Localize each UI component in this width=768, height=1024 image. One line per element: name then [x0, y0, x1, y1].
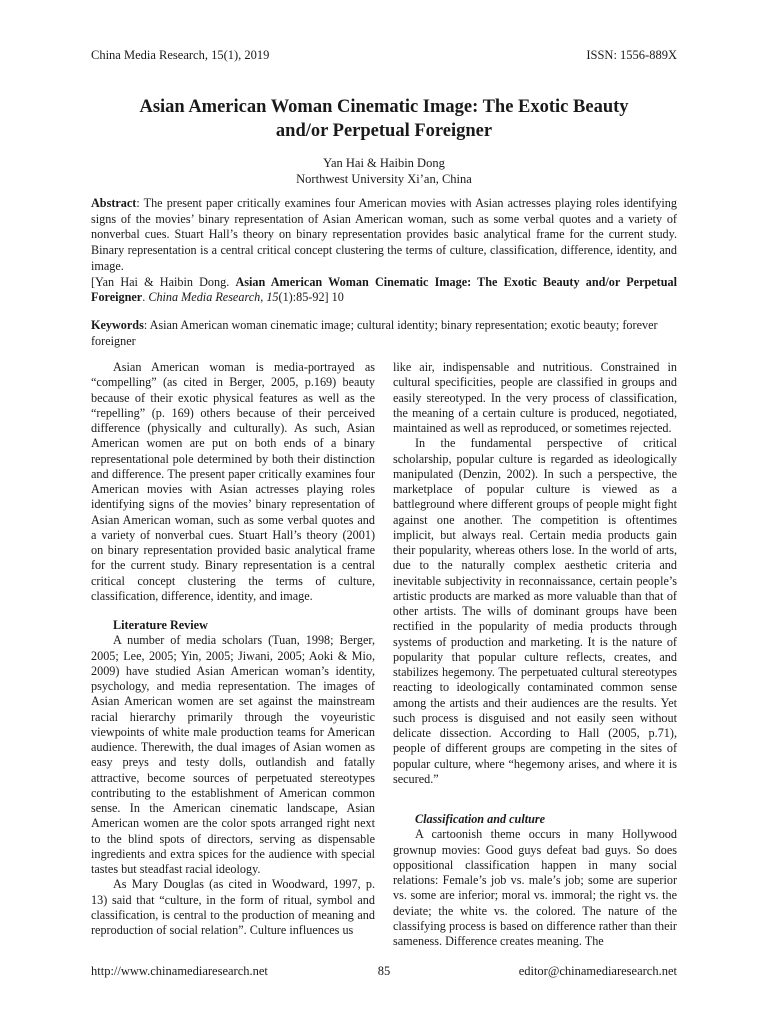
citation-title: Asian American Woman Cinematic Image: The Exotic Beauty and/or Perpetual Foreigner	[91, 274, 677, 305]
footer-email: editor@chinamediaresearch.net	[518, 964, 677, 978]
citation-rest: (1):85-92] 10	[278, 290, 344, 305]
keywords-label: Keywords	[91, 318, 144, 332]
citation-volume: 15	[266, 290, 279, 305]
section-heading-literature-review: Literature Review	[113, 618, 208, 632]
abstract-text: : The present paper critically examines four American movies with Asian actresses playing roles identifying signs of the movies’ binary representation of Asian American woman, such as some verbal quotes and a variety of nonverbal cues. Stuart Hall’s theory on binary representation provides basic analytical frame for the current study. Binary representation is a central critical concept clustering the terms of culture, classification, difference, identity, and image.	[91, 196, 677, 273]
continued-paragraph: like air, indispensable and nutritious. Constrained in cultural specificities, people are classified in groups and easily stereotyped. In the very process of classification, the meaning of a certain culture is produced, negotiated, maintained as well as reproduced, or sometimes rejected.	[393, 360, 677, 435]
right-column	[393, 360, 677, 949]
abstract-block	[91, 196, 677, 306]
citation-separator: .	[142, 290, 149, 305]
literature-paragraph-1: A number of media scholars (Tuan, 1998; Berger, 2005; Lee, 2005; Yin, 2005; Jiwani, 2005; Aoki & Mio, 2009) have studied Asian American woman’s identity, psychology, and media representation. The images of Asian American women are set against the mainstream racial hierarchy primarily through the voyeuristic viewpoints of white male production teams for American audience. Therewith, the dual images of Asian women as easy preys and testy dolls, outlandish and fatally attractive, become sources of perpetuated stereotypes contributing to the establishment of American common sense. In the American cinematic landscape, Asian American women are the color spots arranged right next to the blind spots of directors, serving as dispensable ingredients and extra spices for the audience with special tastes but steadfast racial ideology.	[91, 633, 375, 876]
abstract-paragraph	[91, 196, 677, 275]
paper-title-line-2: and/or Perpetual Foreigner	[275, 121, 493, 141]
footer-page-number: 85	[377, 964, 391, 978]
footer-url: http://www.chinamediaresearch.net	[91, 964, 268, 978]
keywords-block	[91, 318, 677, 349]
running-header-issn: ISSN: 1556-889X	[586, 48, 677, 62]
literature-paragraph-2: As Mary Douglas (as cited in Woodward, 1997, p. 13) said that “culture, in the form of ritual, symbol and classification, is central to the production of meaning and reproduction of social relation”. Culture influences us	[91, 877, 375, 937]
section-heading-classification: Classification and culture	[415, 812, 546, 826]
classification-paragraph: A cartoonish theme occurs in many Hollywood grownup movies: Good guys defeat bad guys. So does oppositional classification happen in many social relations: Female’s job vs. male’s job; some are superior vs. some are inferior; moral vs. immoral; the right vs. the deviate; the white vs. the colored. The nature of the classifying process is based on difference rather than their sameness. Difference creates meaning. The	[393, 827, 677, 948]
citation-comma: ,	[260, 290, 267, 305]
citation-prefix: [Yan Hai & Haibin Dong.	[91, 274, 236, 289]
keywords-text: : Asian American woman cinematic image; cultural identity; binary representation; exotic beauty; forever foreigner	[91, 318, 658, 348]
running-header-journal: China Media Research, 15(1), 2019	[91, 48, 270, 62]
left-column	[91, 360, 375, 938]
paper-title-line-1: Asian American Woman Cinematic Image: The Exotic Beauty	[139, 97, 629, 117]
paper-title	[91, 95, 677, 143]
intro-paragraph: Asian American woman is media-portrayed as “compelling” (as cited in Berger, 2005, p.169) beauty because of their exotic physical features as well as the “repelling” (p. 169) others because of their perceived difference (physically and culturally). As such, Asian American women are put on both ends of a binary representational pole determined by both their distinction and difference. The present paper critically examines four American movies with Asian actresses playing roles identifying signs of the movies’ binary representation of Asian American woman, such as some verbal quotes and a variety of nonverbal cues. Stuart Hall’s theory (2001) on binary representation provided basic analytical frame for the current study. Binary representation is a central critical concept clustering the terms of culture, classification, difference, identity, and image.	[91, 360, 375, 603]
citation-line	[91, 275, 677, 306]
author-affiliation: Northwest University Xi’an, China	[296, 172, 472, 186]
popular-culture-paragraph: In the fundamental perspective of critical scholarship, popular culture is regarded as ideologically manipulated (Denzin, 2002). In such a perspective, the marketplace of popular culture is viewed as a battleground where different groups of people might fight against one another. The competition is oftentimes implicit, but always real. Certain media products gain their popularity, whereas others lose. In the world of arts, due to the naturally complex aesthetic criteria and inevitable subjectivity in reconnaissance, certain people’s artistic products are marked as more valuable than that of other artists. The wills of dominant groups have been rectified in the popularity of media products through systems of production and marketing. It is the nature of popularity that popular culture reflects, creates, and stabilizes hegemony. The perpetuated cultural stereotypes reacting to ideologically contaminated common sense among the artists and their audiences are the results. Yet such process is disguised and not easily seen without delicate dissection. According to Hall (2005, p.71), people of different groups are competing in the sites of popular culture, where “hegemony arises, and where it is secured.”	[393, 436, 677, 786]
author-names: Yan Hai & Haibin Dong	[323, 156, 445, 170]
author-block	[91, 155, 677, 187]
abstract-label: Abstract	[91, 196, 137, 210]
citation-journal: China Media Research	[148, 290, 261, 305]
